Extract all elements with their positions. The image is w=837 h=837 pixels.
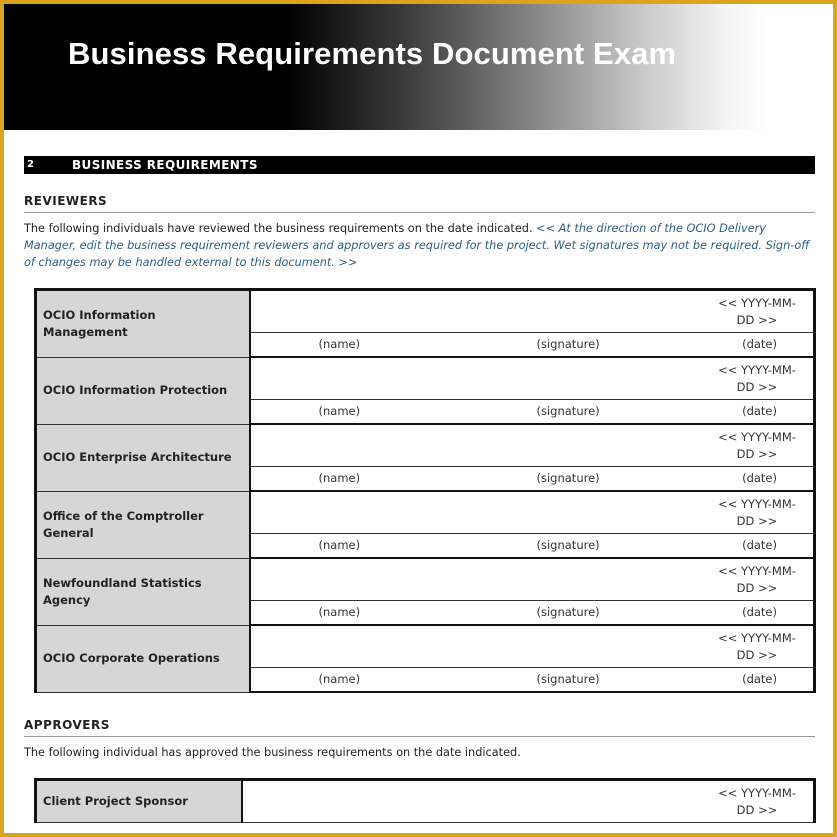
signature-label: (signature) (536, 538, 600, 552)
section-number: 2 (27, 159, 34, 170)
organization-name: OCIO Information Management (36, 290, 250, 358)
reviewers-intro-instruction: << At the direction of the OCIO Delivery Manager, edit the business requirement reviewers and approvers as required for the project. Wet signatures may not be required. Sign-off of changes may be handled external to this document. >> (24, 222, 810, 269)
signature-area (250, 290, 815, 333)
signoff-labels (250, 400, 815, 425)
signature-area (250, 558, 815, 601)
signoff-row (36, 491, 815, 534)
reviewers-intro-text: The following individuals have reviewed the business requirements on the date indicated. (24, 222, 537, 235)
date-placeholder: << YYYY-MM-DD >> (718, 564, 796, 595)
banner-title: Business Requirements Document Exam (68, 36, 677, 71)
approvers-table (34, 778, 816, 823)
signature-label: (signature) (536, 605, 600, 619)
signoff-row (36, 558, 815, 601)
signature-area (242, 780, 815, 823)
organization-name: Office of the Comptroller General (36, 491, 250, 558)
signoff-labels (250, 534, 815, 559)
date-label: (date) (742, 337, 777, 351)
signoff-row (36, 424, 815, 467)
date-placeholder: << YYYY-MM-DD >> (718, 363, 796, 394)
section-title: BUSINESS REQUIREMENTS (72, 158, 258, 172)
signoff-row (36, 625, 815, 668)
date-placeholder: << YYYY-MM-DD >> (718, 430, 796, 461)
signature-label: (signature) (536, 471, 600, 485)
name-label: (name) (318, 471, 361, 485)
date-label: (date) (742, 538, 777, 552)
date-label: (date) (742, 605, 777, 619)
signoff-labels (250, 601, 815, 626)
signoff-row (36, 780, 815, 823)
signature-label: (signature) (536, 404, 600, 418)
organization-name: OCIO Information Protection (36, 357, 250, 424)
name-label: (name) (318, 672, 361, 686)
date-label: (date) (742, 471, 777, 485)
date-placeholder: << YYYY-MM-DD >> (718, 497, 796, 528)
signature-area (250, 491, 815, 534)
name-label: (name) (318, 404, 361, 418)
signature-label: (signature) (536, 672, 600, 686)
signature-label: (signature) (536, 337, 600, 351)
signoff-labels (250, 333, 815, 358)
date-placeholder: << YYYY-MM-DD >> (718, 786, 796, 817)
date-label: (date) (742, 672, 777, 686)
signoff-labels (250, 668, 815, 693)
section-header (24, 156, 815, 174)
signature-area (250, 424, 815, 467)
approvers-heading: APPROVERS (24, 718, 815, 737)
signoff-row (36, 357, 815, 400)
title-banner (4, 4, 833, 130)
signoff-labels (250, 467, 815, 492)
approvers-intro: The following individual has approved the business requirements on the date indicated. (24, 746, 521, 759)
signature-area (250, 357, 815, 400)
organization-name: OCIO Enterprise Architecture (36, 424, 250, 491)
name-label: (name) (318, 538, 361, 552)
date-label: (date) (742, 404, 777, 418)
reviewers-table (34, 288, 816, 693)
signoff-row (36, 290, 815, 333)
organization-name: OCIO Corporate Operations (36, 625, 250, 692)
name-label: (name) (318, 605, 361, 619)
date-placeholder: << YYYY-MM-DD >> (718, 631, 796, 662)
reviewers-intro (24, 220, 819, 271)
reviewers-heading: REVIEWERS (24, 194, 815, 213)
organization-name: Newfoundland Statistics Agency (36, 558, 250, 625)
date-placeholder: << YYYY-MM-DD >> (718, 296, 796, 327)
signature-area (250, 625, 815, 668)
name-label: (name) (318, 337, 361, 351)
organization-name: Client Project Sponsor (36, 780, 242, 823)
